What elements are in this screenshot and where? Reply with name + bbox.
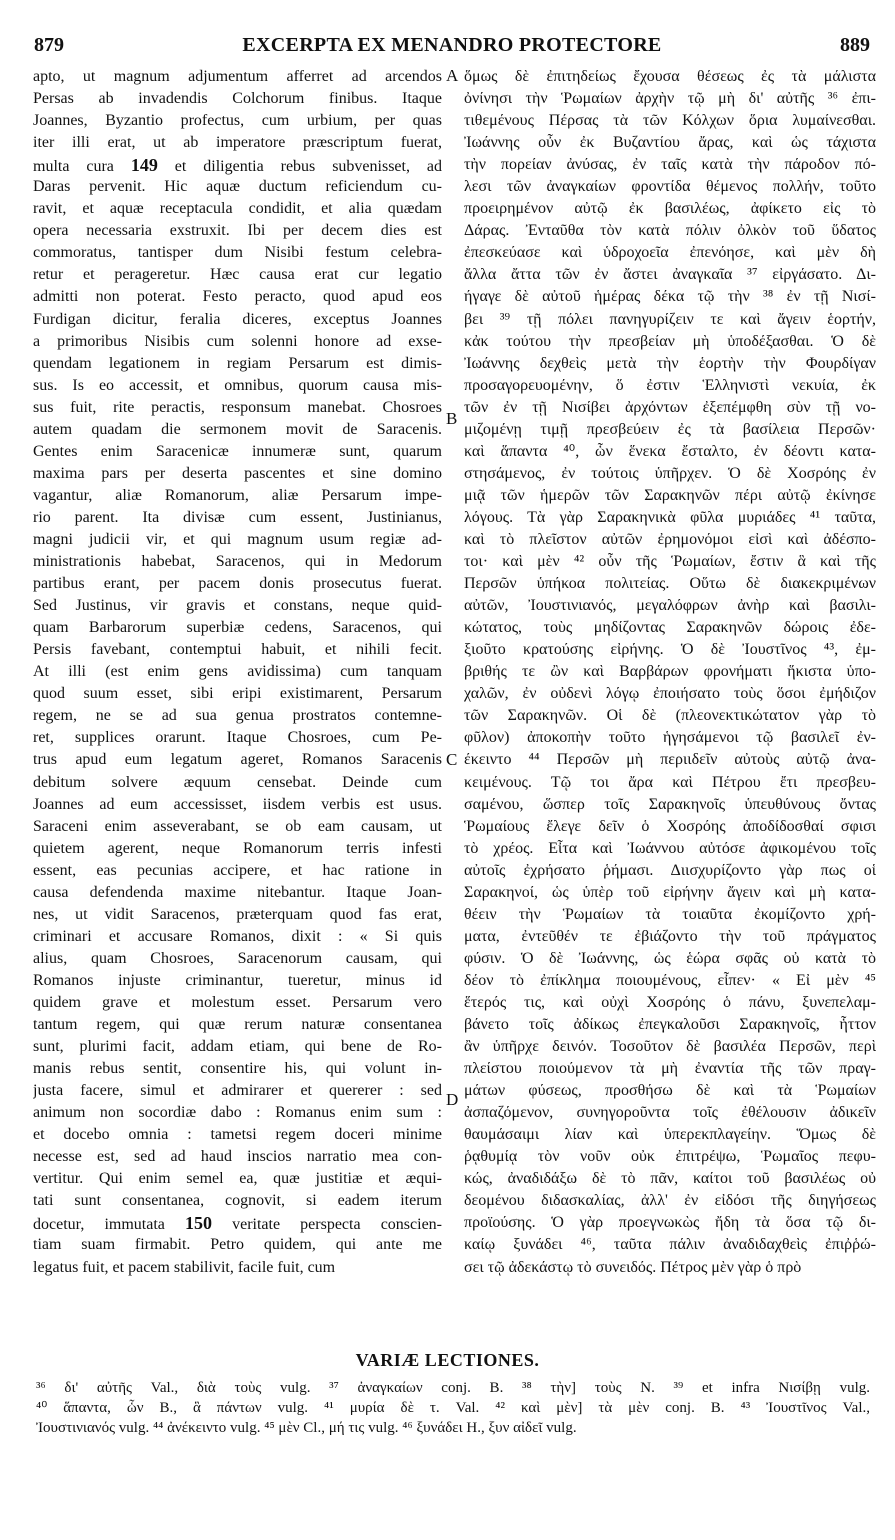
text-line: σει τῷ ἀδεκάστῳ τὸ συνειδός. Πέτρος μὲν γὰρ ὁ πρὸ bbox=[464, 1258, 802, 1276]
text-line: vertitur. Qui enim semel ea, quæ justitiæ et æqui- bbox=[33, 1170, 442, 1188]
text-line: quendam legationem in regiam Persarum est dimis- bbox=[33, 354, 442, 372]
note-line: ⁴⁰ ἅπαντα, ὧν B., ἃ πάντων vulg. ⁴¹ μυρία δὲ τ. Val. ⁴² καὶ μὲν] τὰ μὲν conj. B. ⁴³ Ἰουστῖνος Val., bbox=[36, 1400, 870, 1416]
text-line: Furdigan dicitur, feralia diceres, exceptus Joannes bbox=[33, 310, 442, 328]
text-line: partibus erant, per pacem donis prosecutus fuerat. bbox=[33, 575, 442, 593]
text-line: Romanos injuste criminantur, tueretur, minus id bbox=[33, 971, 442, 989]
running-title: EXCERPTA EX MENANDRO PROTECTORE bbox=[242, 34, 662, 56]
text-line: θέειν τὴν Ῥωμαίων τὰ τοιαῦτα ἐκομίζοντο χρή- bbox=[464, 905, 876, 923]
latin-column bbox=[33, 66, 442, 1279]
text-line: sus. Is eo accessit, et omnibus, quorum causa mis- bbox=[33, 376, 442, 394]
text-line: sus fuit, rite peractis, responsum manebat. Chosroes bbox=[33, 398, 442, 416]
text-line: ministrationis habebat, Saracenos, qui in Medorum bbox=[33, 553, 442, 571]
text-line: ret, supplices orarunt. Itaque Chosroes, cum Pe- bbox=[33, 729, 442, 747]
margin-letter-d: D bbox=[446, 1090, 459, 1109]
text-line: criminari et accusare Romanos, dixit : « Si quis bbox=[33, 927, 442, 945]
page-number-left: 879 bbox=[34, 34, 64, 56]
text-line: μιζομένῃ τιμῇ πρεσβεύειν ἐς τὰ βασίλεια Περσῶν· bbox=[464, 420, 876, 438]
text-line: Joannes, Byzantio profectus, cum urbium, per quas bbox=[33, 112, 442, 130]
text-line: τῶν ἐν τῇ Νισίβει ἀρχόντων ἐξεπέμφθη σὺν τῇ νο- bbox=[464, 398, 876, 416]
text-line: καὶ τὸ πλεῖστον αὐτῶν ἐρημονόμοι εἰσὶ καὶ ἀδέσπο- bbox=[464, 530, 876, 548]
folio-marker: 149 bbox=[130, 155, 158, 176]
text-line: et docebo omnia : tametsi regem doceri minime bbox=[33, 1126, 442, 1144]
text-line: ματα, ἐντεῦθέν τε ἐβιάζοντο τὴν τοῦ πράγματος bbox=[464, 927, 876, 945]
text-line: apto, ut magnum adjumentum afferret ad arcendos bbox=[33, 68, 442, 85]
page-number-right: 889 bbox=[840, 34, 870, 56]
text-line: μιᾷ τῶν ἡμερῶν τῶν Σαρακηνῶν πέρι αὐτῷ ἐκίνησε bbox=[464, 486, 876, 504]
text-line: necesse est, sed ad haud inscios narratio mea con- bbox=[33, 1148, 442, 1166]
text-line: ήγαγε δὲ αὐτοῦ ἡμέρας δέκα τῷ τὴν ³⁸ ἐν τῇ Νισί- bbox=[464, 288, 876, 306]
folio-marker: 150 bbox=[184, 1213, 212, 1234]
text-line: αὐτοῖς ἐχρήσατο ῥήμασι. Διισχυρίζοντο γὰρ πως οἱ bbox=[464, 861, 876, 879]
text-line: tantum regem, qui quæ rerum naturæ consentanea bbox=[33, 1016, 442, 1034]
text-line: essent, eas pecunias accipere, et hac ratione in bbox=[33, 861, 442, 879]
text-line: debitum solvere æquum censebat. Deinde cum bbox=[33, 773, 442, 791]
text-line: sunt, plurimi facit, addam etiam, qui bene de Ro- bbox=[33, 1038, 442, 1056]
text-line: At illi (est enim gens avidissima) cum tanquam bbox=[33, 663, 442, 681]
text-line: κἀκ τούτου τὴν πρεσβείαν μὴ ὑποδέξασθαι. Ὁ δὲ bbox=[464, 332, 876, 350]
text-line: βει ³⁹ τῇ πόλει πανηγυρίζειν τε καὶ ἄγειν ἑορτήν, bbox=[464, 310, 876, 328]
text-line: tiam suam firmabit. Petro quidem, qui ante me bbox=[33, 1236, 442, 1254]
text-line: Saraceni enim asseverabant, se ob eam causam, ut bbox=[33, 817, 442, 835]
text-line: quam Barbarorum superbiæ cedens, Saracenos, qui bbox=[33, 619, 442, 637]
text-line: animum non socordiæ dabo : Romanus enim sum : bbox=[33, 1104, 442, 1122]
text-line: δεομένου διδασκαλίας, ἀλλ' ἐν εἰδόσι τῆς διηγήσεως bbox=[464, 1192, 876, 1210]
note-line: Ἰουστινιανός vulg. ⁴⁴ ἀνέκειντο vulg. ⁴⁵ μὲν Cl., μή τις vulg. ⁴⁶ ξυνάδει H., ξυν αἰδεῖ vulg. bbox=[36, 1420, 577, 1436]
text-line: Persis favebant, contemptui habuit, et nihili fecit. bbox=[33, 641, 442, 659]
text-line: a primoribus Nisibis cum solenni honore ad exse- bbox=[33, 332, 442, 350]
text-line: magni judicii vir, et qui magnum usum regiæ ad- bbox=[33, 530, 442, 548]
variae-lectiones-heading: VARIÆ LECTIONES. bbox=[355, 1350, 540, 1370]
text-line: manis rebus sentit, consentire his, qui volunt in- bbox=[33, 1060, 442, 1078]
text-line: Daras pervenit. Hic aquæ ductum reficiendum cu- bbox=[33, 178, 442, 196]
text-line: ὀνίνησι τὴν Ῥωμαίων ἀρχὴν τῷ μὴ δι' αὐτῆς ³⁶ ἐπι- bbox=[464, 90, 876, 108]
text-line: ἐπεσκεύασε καὶ ὑδροχοεῖα ἐπενόησε, καὶ μὲν δὴ bbox=[464, 244, 876, 262]
text-line: causa defendenda maxime nitebantur. Itaque Joan- bbox=[33, 883, 442, 901]
margin-letter-b: B bbox=[446, 409, 458, 428]
text-line: καὶ ἅπαντα ⁴⁰, ὧν ἕνεκα ἔσταλτο, ἐν δέοντι κατα- bbox=[464, 442, 876, 460]
text-line: στησάμενος, ἐν τούτοις ὑπῆρχεν. Ὁ δὲ Χοσρόης ἐν bbox=[464, 464, 876, 482]
text-line: Σαρακηνοί, ὡς ὑπὲρ τοῦ εἰρήνην ἄγειν καὶ μὴ κατα- bbox=[464, 883, 876, 901]
text-line: alius, quam Chosroes, Saracenorum causam, qui bbox=[33, 949, 442, 967]
text-line: προειρημένον αὐτῷ ἐκ βασιλέως, ἀφίκετο εἰς τὸ bbox=[464, 200, 876, 218]
text-line: Ἰωάννης οὖν ἐκ Βυζαντίου ἄρας, καὶ ὡς τάχιστα bbox=[464, 134, 876, 152]
text-line: τιθεμένους Πέρσας τὰ τῶν Κόλχων ὅρια λυμαίνεσθαι. bbox=[464, 112, 876, 130]
text-line: βριθής τε ὢν καὶ Βαρβάρων φρονήματι ἥκιστα ὑπο- bbox=[464, 663, 876, 681]
text-line: ἂν ὑπῆρχε δεινόν. Τοσοῦτον δὲ βασιλέα Περσῶν, περὶ bbox=[464, 1038, 876, 1056]
text-line: justa facere, simul et admirarer et quererer : sed bbox=[33, 1082, 442, 1100]
text-line: χαλῶν, ἐν οὐδενὶ λόγῳ ἐποιήσατο τοὺς ὅσοι ἐμήδιζον bbox=[464, 685, 876, 703]
text-line: quietem agerent, neque Romanorum terris infesti bbox=[33, 839, 442, 857]
margin-letter-a: A bbox=[446, 66, 459, 85]
text-line: Δάρας. Ἐνταῦθα τὸν κατὰ πόλιν ὀλκὸν τοῦ ὕδατος bbox=[464, 222, 876, 240]
text-line: nes, ut vidit Saracenos, præterquam quod fas erat, bbox=[33, 905, 442, 923]
text-line: Ἰωάννης δεχθεὶς μετὰ τὴν ἑορτὴν τὴν Φουρδίγαν bbox=[464, 354, 876, 372]
text-line: retur et perageretur. Hæc causa erat cur legatio bbox=[33, 266, 442, 284]
text-line: trus apud eum legatum ageret, Romanos Saracenis bbox=[33, 751, 442, 769]
greek-column bbox=[464, 66, 876, 1279]
text-line: Joannes ad eum accessisset, iisdem verbis est usus. bbox=[33, 795, 442, 813]
text-line: regem, ne se ad sua genua prostratos contemne- bbox=[33, 707, 442, 725]
text-line: ῥᾳθυμίᾳ τὸν νοῦν οὐκ ἐπιτρέψω, Ῥωμαῖος πεφυ- bbox=[464, 1148, 876, 1166]
text-line: δέον τὸ ἐπίκλημα ποιουμένους, εἶπεν· « Εἰ μὲν ⁴⁵ bbox=[464, 971, 876, 989]
text-line: Gentes enim Saracenicæ innumeræ sunt, quarum bbox=[33, 442, 442, 460]
text-line: legatus fuit, et pacem stabilivit, facile fuit, cum bbox=[33, 1258, 336, 1276]
text-line: τῶν Σαρακηνῶν. Οἱ δὲ (πλεονεκτικώτατον γὰρ τὸ bbox=[464, 707, 876, 725]
text-line: τὸ χρέος. Εἶτα καὶ Ἰωάννου αὐτόσε ἀφικομένου τοῖς bbox=[464, 839, 876, 857]
text-line: rio parent. Ita divisæ cum essent, Justinianus, bbox=[33, 508, 442, 526]
text-line: Sed Justinus, vir gravis et constans, neque quid- bbox=[33, 597, 442, 615]
text-line: θαυμάσαιμι λίαν καὶ ὑπερεκπλαγείην. Ὅμως δὲ bbox=[464, 1126, 876, 1144]
text-line: tati sunt consentanea, cognovit, si eadem iterum bbox=[33, 1192, 442, 1210]
text-line: ravit, et aquæ receptacula condidit, et alia quædam bbox=[33, 200, 442, 218]
text-line: αὐτῶν, Ἰουστινιανός, μεγαλόφρων ἀνὴρ καὶ βασιλι- bbox=[464, 597, 876, 615]
text-line: φύσιν. Ὁ δὲ Ἰωάννης, ὡς ἑώρα σφᾶς οὐ κατὰ τὸ bbox=[464, 949, 876, 967]
text-line: multa cura 149 et diligentia rebus subvenisset, ad bbox=[33, 155, 442, 176]
text-line: πλείστου ποιούμενον τὰ μὴ ἐναντία τῆς τῶν πραγ- bbox=[464, 1060, 876, 1078]
text-line: λόγους. Τὰ γὰρ Σαρακηνικὰ φῦλα μυριάδες ⁴¹ ταῦτα, bbox=[464, 508, 876, 526]
critical-apparatus bbox=[36, 1378, 870, 1438]
running-header bbox=[34, 34, 870, 58]
text-line: commoratus, tantisper dum Nisibi festum celebra- bbox=[33, 244, 442, 262]
text-line: ξιοῦτο κρατούσης εἰρήνης. Ὁ δὲ Ἰουστῖνος ⁴³, ἐμ- bbox=[464, 641, 876, 659]
text-line: φῦλον) ἀποκοπὴν τοῦτο ἡγησάμενοι τῷ βασιλεῖ ἐν- bbox=[464, 729, 876, 747]
text-line: κώτατος, τοὺς μηδίζοντας Σαρακηνῶν δώροις ἐδε- bbox=[464, 619, 876, 637]
text-line: quod suum esset, sibi eripi existimarent, Persarum bbox=[33, 685, 442, 703]
text-line: μάτων φύσεως, προσθήσω δὲ καὶ τὰ Ῥωμαίων bbox=[464, 1082, 876, 1100]
text-line: Persas ab invadendis Colchorum finibus. Itaque bbox=[33, 90, 442, 108]
text-line: ἄλλα ἄττα τῶν ἐν ἄστει ἀναγκαῖα ³⁷ εἰργάσατο. Δι- bbox=[464, 266, 876, 284]
text-line: autem quadam die sermonem movit de Saracenis. bbox=[33, 420, 442, 438]
text-line: κειμένους. Τῷ τοι ἄρα καὶ Πέτρου ἔτι πρεσβευ- bbox=[464, 773, 876, 791]
text-line: έκειντο ⁴⁴ Περσῶν μὴ περιιδεῖν αὐτοὺς αὐτῷ ἀνα- bbox=[464, 751, 876, 769]
text-line: ἀσπαζόμενον, συνηγοροῦντα τοῖς ἐθέλουσιν ἀδικεῖν bbox=[464, 1104, 876, 1122]
margin-letter-c: C bbox=[446, 750, 458, 769]
text-line: opera necessaria exstruxit. Ibi per decem dies est bbox=[33, 222, 442, 240]
text-line: Ῥωμαίους ἔλεγε δεῖν ὁ Χοσρόης ἀποδίδοσθαί σφισι bbox=[464, 817, 876, 835]
text-line: quidem grave et molestum esset. Persarum vero bbox=[33, 993, 442, 1011]
text-line: σαμένου, ὥσπερ τοῖς Σαρακηνοῖς ὑπευθύνους ὄντας bbox=[464, 795, 876, 813]
text-line: προσαγορευομένην, ὅ ἐστιν Ἑλληνιστὶ νεκυία, ἐκ bbox=[464, 376, 876, 394]
text-line: τοι· καὶ μὲν ⁴² οὖν τῆς Ῥωμαίων, ἔστιν ἃ καὶ τῆς bbox=[464, 553, 876, 571]
text-line: admitti non poterat. Festo peracto, quod apud eos bbox=[33, 288, 442, 306]
text-line: λεσι τῶν ἀναγκαίων φροντίδα θέμενος πολλήν, τοῦτο bbox=[464, 178, 876, 196]
text-line: βάνετο τοῖς ἀδίκως ἐπεγκαλοῦσι Σαρακηνοῖς, ἧττον bbox=[464, 1016, 876, 1034]
text-line: καίῳ ξυνάδει ⁴⁶, ταῦτα πάλιν ἀναδιδαχθεὶς ἐπιῤῥώ- bbox=[464, 1236, 876, 1254]
text-line: ὅμως δὲ ἐπιτηδείως ἔχουσα θέσεως ἐς τὰ μάλιστα bbox=[464, 68, 876, 85]
note-line: ³⁶ δι' αὐτῆς Val., διὰ τοὺς vulg. ³⁷ ἀναγκαίων conj. B. ³⁸ τὴν] τοὺς N. ³⁹ et infra Νισίβῃ vulg. bbox=[36, 1380, 870, 1396]
text-line: vagantur, aliæ Romanorum, aliæ Persarum impe- bbox=[33, 486, 442, 504]
text-line: docetur, immutata 150 veritate perspecta conscien- bbox=[33, 1213, 442, 1234]
text-line: προϊούσης. Ὁ γὰρ προεγνωκὼς ἤδη τὰ ὅσα τῷ δι- bbox=[464, 1214, 876, 1232]
text-line: Περσῶν ὑπήκοα πολιτείας. Οὕτω δὲ διακεκριμένων bbox=[464, 575, 876, 593]
text-line: iter illi erat, ut ab imperatore præscriptum fuerat, bbox=[33, 134, 442, 152]
text-line: ἕτερός τις, καὶ οὐχὶ Χοσρόης ὁ πάνυ, ξυνεπελαμ- bbox=[464, 993, 876, 1011]
text-line: κώς, ἀναδιδάξω δὲ τὸ πᾶν, καίτοι τοῦ βασιλέως οὐ bbox=[464, 1170, 876, 1188]
text-line: maxima pars per deserta pascentes et sine domino bbox=[33, 464, 442, 482]
text-line: τὴν πορείαν ἀνύσας, ἐν ταῖς κατὰ τὴν πάροδον πό- bbox=[464, 156, 876, 174]
